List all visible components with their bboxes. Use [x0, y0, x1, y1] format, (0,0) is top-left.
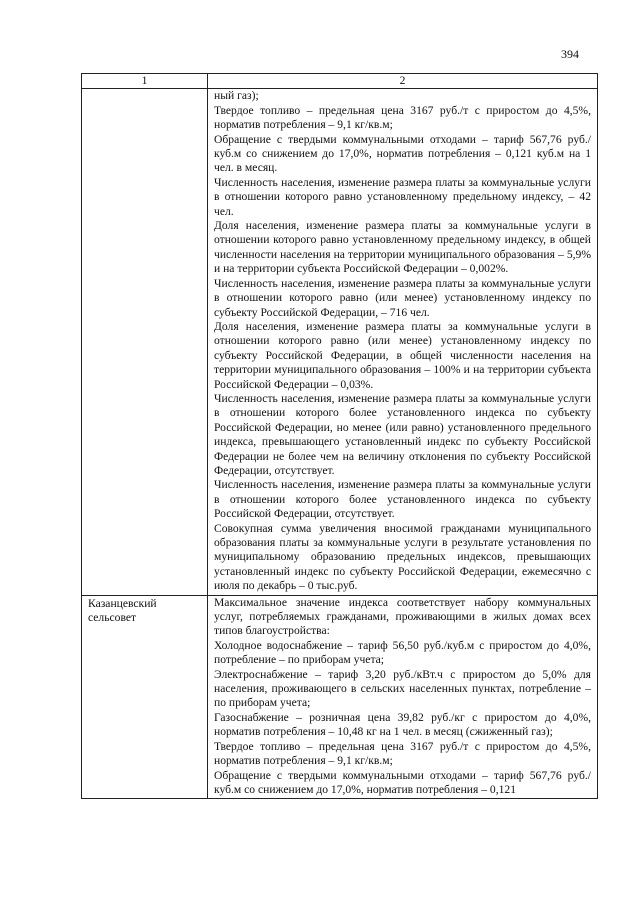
paragraph: Численность населения, изменение размера платы за коммунальные услуги в отношении которого более установленного индекса по субъекту Российской Федерации, отсутствует. — [214, 478, 591, 521]
description-cell — [208, 89, 598, 595]
paragraph: ный газ); — [214, 89, 259, 103]
tariff-table — [81, 73, 598, 799]
column-header-2: 2 — [208, 74, 598, 89]
table-header-row — [82, 74, 598, 89]
paragraph: Доля населения, изменение размера платы за коммунальные услуги в отношении которого равно (или менее) установленному индексу по субъекту Российской Федерации, в общей численности населения на территории муниципального образования – 100% и на территории субъекта Российской Федерации – 0,03%. — [214, 319, 591, 391]
page-number: 394 — [561, 47, 579, 61]
paragraph: Численность населения, изменение размера платы за коммунальные услуги в отношении которого более установленного индекса по субъекту Российской Федерации, но менее (или равно) установленного предельного индекса, превышающего установленный индекс по субъекту Российской Федерации не более чем на величину отклонения по субъекту Российской Федерации, отсутствует. — [214, 391, 591, 477]
paragraph: Обращение с твердыми коммунальными отходами – тариф 567,76 руб./куб.м со снижением до 17,0%, норматив потребления – 0,121 — [214, 768, 591, 796]
paragraph: Электроснабжение – тариф 3,20 руб./кВт.ч с приростом до 5,0% для населения, проживающего в сельских населенных пунктах, потребление – по приборам учета; — [214, 667, 591, 710]
paragraph: Газоснабжение – розничная цена 39,82 руб./кг с приростом до 4,0%, норматив потребления – 10,48 кг на 1 чел. в месяц (сжиженный газ); — [214, 710, 591, 739]
column-header-1: 1 — [82, 74, 208, 89]
paragraph: Обращение с твердыми коммунальными отходами – тариф 567,76 руб./куб.м со снижением до 17,0%, норматив потребления – 0,121 куб.м на 1 чел. в месяц. — [214, 132, 591, 175]
municipality-cell: Казанцевский сельсовет — [82, 595, 208, 799]
paragraph: Максимальное значение индекса соответствует набору коммунальных услуг, потребляемых гражданами, проживающими в жилых домах всех типов благоустройства: — [214, 595, 591, 638]
paragraph: Доля населения, изменение размера платы за коммунальные услуги в отношении которого равно установленному предельному индексу, в общей численности населения на территории муниципального образования – 5,9% и на территории субъекта Российской Федерации – 0,002%. — [214, 219, 591, 276]
municipality-cell — [82, 89, 208, 595]
paragraph: Совокупная сумма увеличения вносимой гражданами муниципального образования платы за коммунальные услуги в результате установления по муниципальному образованию предельных индексов, превышающих установленный индекс по субъекту Российской Федерации, ежемесячно с июля по декабрь – 0 тыс.руб. — [214, 521, 591, 593]
paragraph: Численность населения, изменение размера платы за коммунальные услуги в отношении которого равно установленному предельному индексу, – 42 чел. — [214, 175, 591, 218]
table-row — [82, 595, 598, 799]
paragraph: Твердое топливо – предельная цена 3167 руб./т с приростом до 4,5%, норматив потребления – 9,1 кг/кв.м; — [214, 739, 591, 768]
paragraph: Холодное водоснабжение – тариф 56,50 руб./куб.м с приростом до 4,0%, потребление – по приборам учета; — [214, 638, 591, 667]
paragraph: Твердое топливо – предельная цена 3167 руб./т с приростом до 4,5%, норматив потребления – 9,1 кг/кв.м; — [214, 103, 591, 132]
description-cell — [208, 595, 598, 799]
table-row — [82, 89, 598, 595]
paragraph: Численность населения, изменение размера платы за коммунальные услуги в отношении которого равно (или менее) установленному индексу по субъекту Российской Федерации, – 716 чел. — [214, 276, 591, 319]
